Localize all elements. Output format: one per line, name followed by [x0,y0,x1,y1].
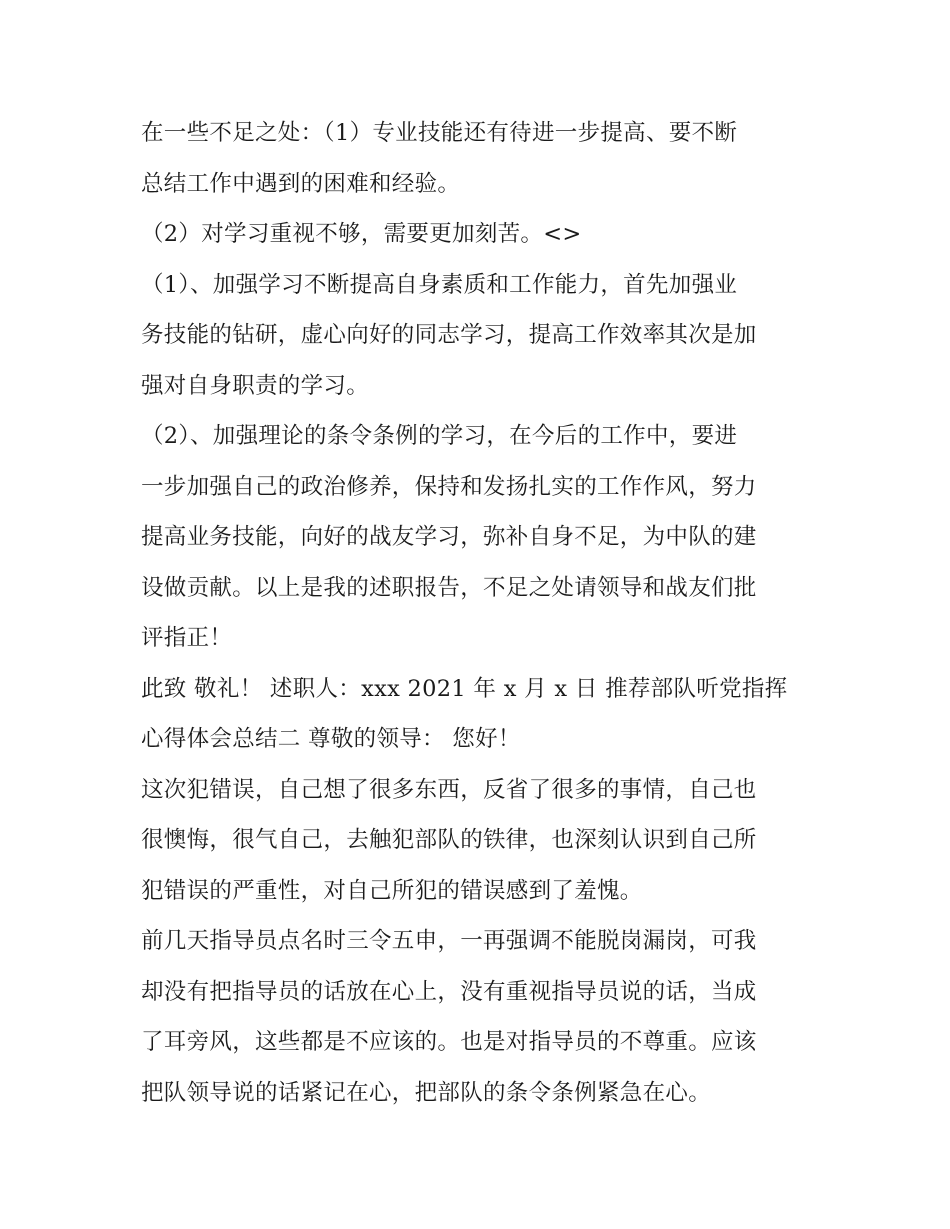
text-line: 一步加强自己的政治修养，保持和发扬扎实的工作作风，努力 [141,473,757,500]
text-line: 犯错误的严重性，对自己所犯的错误感到了羞愧。 [141,877,643,904]
text-line: 把队领导说的话紧记在心，把部队的条令条例紧急在心。 [141,1079,712,1106]
text-line: 在一些不足之处：（1）专业技能还有待进一步提高、要不断 [141,120,738,146]
text-line: 提高业务技能，向好的战友学习，弥补自身不足，为中队的建 [141,524,757,550]
text-line: 前几天指导员点名时三令五申，一再强调不能脱岗漏岗，可我 [141,928,757,954]
text-line: （2）对学习重视不够，需要更加刻苦。<> [141,221,582,247]
text-line: 了耳旁风，这些都是不应该的。也是对指导员的不尊重。应该 [141,1029,757,1055]
text-line: 很懊悔，很气自己，去触犯部队的铁律，也深刻认识到自己所 [141,827,757,853]
document-body [141,108,831,1118]
text-line: 心得体会总结二 尊敬的领导： 您好！ [141,726,521,752]
text-line: 务技能的钻研，虚心向好的同志学习，提高工作效率其次是加 [141,322,757,348]
text-line: 此致 敬礼！ 述职人：xxx 2021 年 x 月 x 日 推荐部队听党指挥 [141,675,788,702]
text-line: 总结工作中遇到的困难和经验。 [141,170,461,197]
text-line: 却没有把指导员的话放在心上，没有重视指导员说的话，当成 [141,978,757,1005]
text-line: 强对自身职责的学习。 [141,372,370,399]
text-line: 设做贡献。以上是我的述职报告，不足之处请领导和战友们批 [141,574,757,601]
text-line: 这次犯错误，自己想了很多东西，反省了很多的事情，自己也 [141,776,757,803]
text-line: （2）、加强理论的条令条例的学习，在今后的工作中，要进 [141,423,738,449]
text-line: 评指正！ [141,625,233,651]
text-line: （1）、加强学习不断提高自身素质和工作能力，首先加强业 [141,271,738,298]
